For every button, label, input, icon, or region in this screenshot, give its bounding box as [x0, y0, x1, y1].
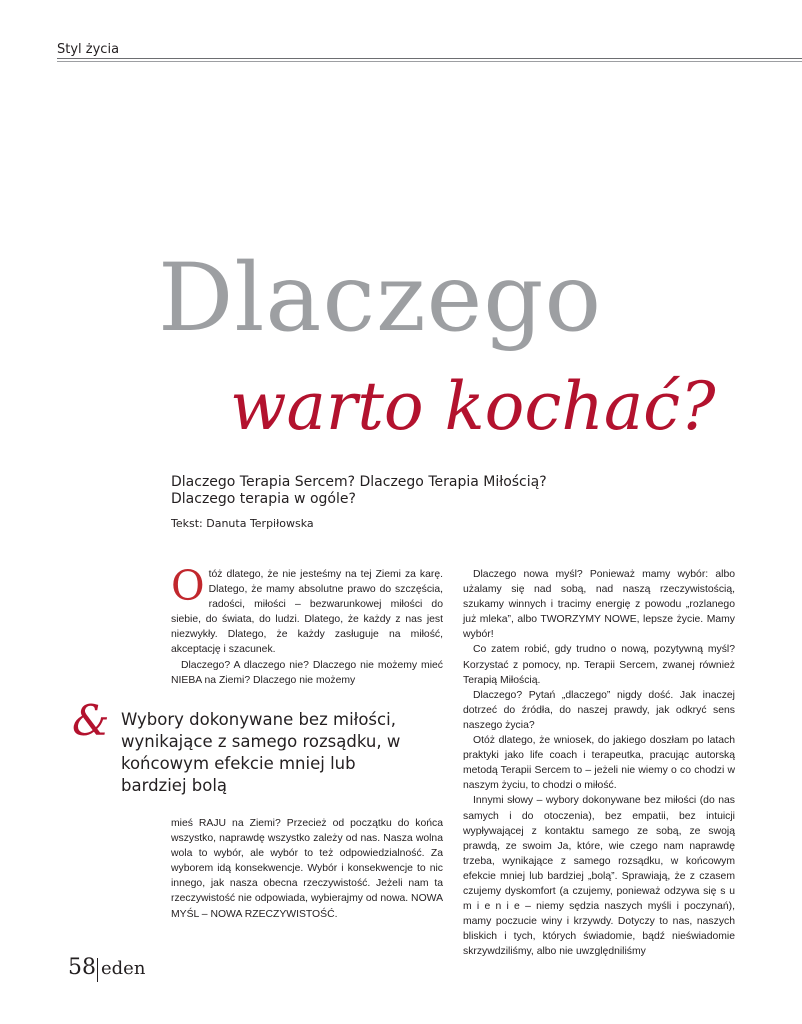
- pull-quote: Wybory dokonywane bez miłości, wynikające z samego rozsądku, w końcowym efekcie mniej lub bardziej bolą: [121, 710, 401, 795]
- title-line-2: warto kochać?: [230, 368, 716, 445]
- ampersand-ornament: &: [72, 696, 110, 745]
- left-paragraph-1: tóż dlatego, że nie jesteśmy na tej Ziemi za karę. Dlatego, że mamy absolutne prawo do szczęścia, radości, miłości – bezwarunkowej miłości do siebie, do świata, do ludzi. Dlatego, że każdy z nas jest niezwykły. Dlatego, że każdy zasługuje na miłość, akceptację i szacunek.: [171, 569, 443, 656]
- title-line-1: Dlaczego: [158, 244, 603, 353]
- header-rule-secondary: [57, 61, 802, 62]
- folio-divider: [97, 958, 98, 982]
- subtitle: Dlaczego Terapia Sercem? Dlaczego Terapia Miłością? Dlaczego terapia w ogóle?: [171, 474, 547, 507]
- left-column-bottom: [171, 816, 443, 922]
- page-number: 58: [68, 955, 96, 980]
- left-paragraph-2: Dlaczego? A dlaczego nie? Dlaczego nie możemy mieć NIEBA na Ziemi? Dlaczego nie możemy: [171, 659, 443, 686]
- left-continuation: mieś RAJU na Ziemi? Przecież od początku do końca wszystko, naprawdę wszystko zależy od nas. Nasza wolna wola to wybór, ale wybór to też odpowiedzialność. Za wyborem idą konsekwencje. Wybór i konsekwencje to nic innego, jak nasza obecna rzeczywistość. Jeżeli nam ta rzeczywistość nie odpowiada, wybierajmy od nowa. NOWA MYŚL – NOWA RZECZYWISTOŚĆ.: [171, 818, 443, 920]
- section-label: Styl życia: [57, 42, 120, 57]
- header-rule: [57, 58, 802, 59]
- right-paragraph-2: Co zatem robić, gdy trudno o nową, pozytywną myśl? Korzystać z pomocy, np. Terapii Sercem, zwanej również Terapią Miłością.: [463, 644, 735, 686]
- dropcap: O: [171, 562, 205, 610]
- right-paragraph-3: Dlaczego? Pytań „dlaczego” nigdy dość. Jak inaczej dotrzeć do źródła, do naszej prawdy, jak odkryć sens naszego życia?: [463, 689, 735, 731]
- right-paragraph-5: Innymi słowy – wybory dokonywane bez miłości (do nas samych i do otoczenia), bez empatii, bez intuicji wypływającej z kontaktu samego ze sobą, ze swoją prawdą, ze swoim Ja, które, wie czego nam naprawdę trzeba, wynikające z samego rozsądku, w końcowym efekcie mniej lub bardziej „bolą”. Sprawiają, że z czasem czujemy dyskomfort (a czujemy, ponieważ odzywa się s u m i e n i e – niemy sędzia naszych myśli i poczynań), mamy poczucie winy i krzywdy. Dotyczy to nas, naszych bliskich i tych, których świadomie, bądź nieświadomie skrzywdziliśmy, albo nie uwzględniliśmy: [463, 795, 735, 958]
- right-paragraph-4: Otóż dlatego, że wniosek, do jakiego doszłam po latach praktyki jako life coach i terapeutka, pracując autorską metodą Terapii Sercem to – jeżeli nie wiemy o co chodzi w naszym życiu, to chodzi o miłość.: [463, 735, 735, 792]
- right-column: [463, 567, 735, 959]
- left-column-top: [171, 562, 443, 688]
- magazine-brand: eden: [101, 958, 146, 979]
- byline: Tekst: Danuta Terpiłowska: [171, 517, 314, 530]
- right-paragraph-1: Dlaczego nowa myśl? Ponieważ mamy wybór: albo użalamy się nad sobą, nad naszą rzeczywistością, szukamy winnych i tracimy energię z powodu „rozlanego już mleka”, albo TWORZYMY NOWE, lepsze życie. Mamy wybór!: [463, 569, 735, 641]
